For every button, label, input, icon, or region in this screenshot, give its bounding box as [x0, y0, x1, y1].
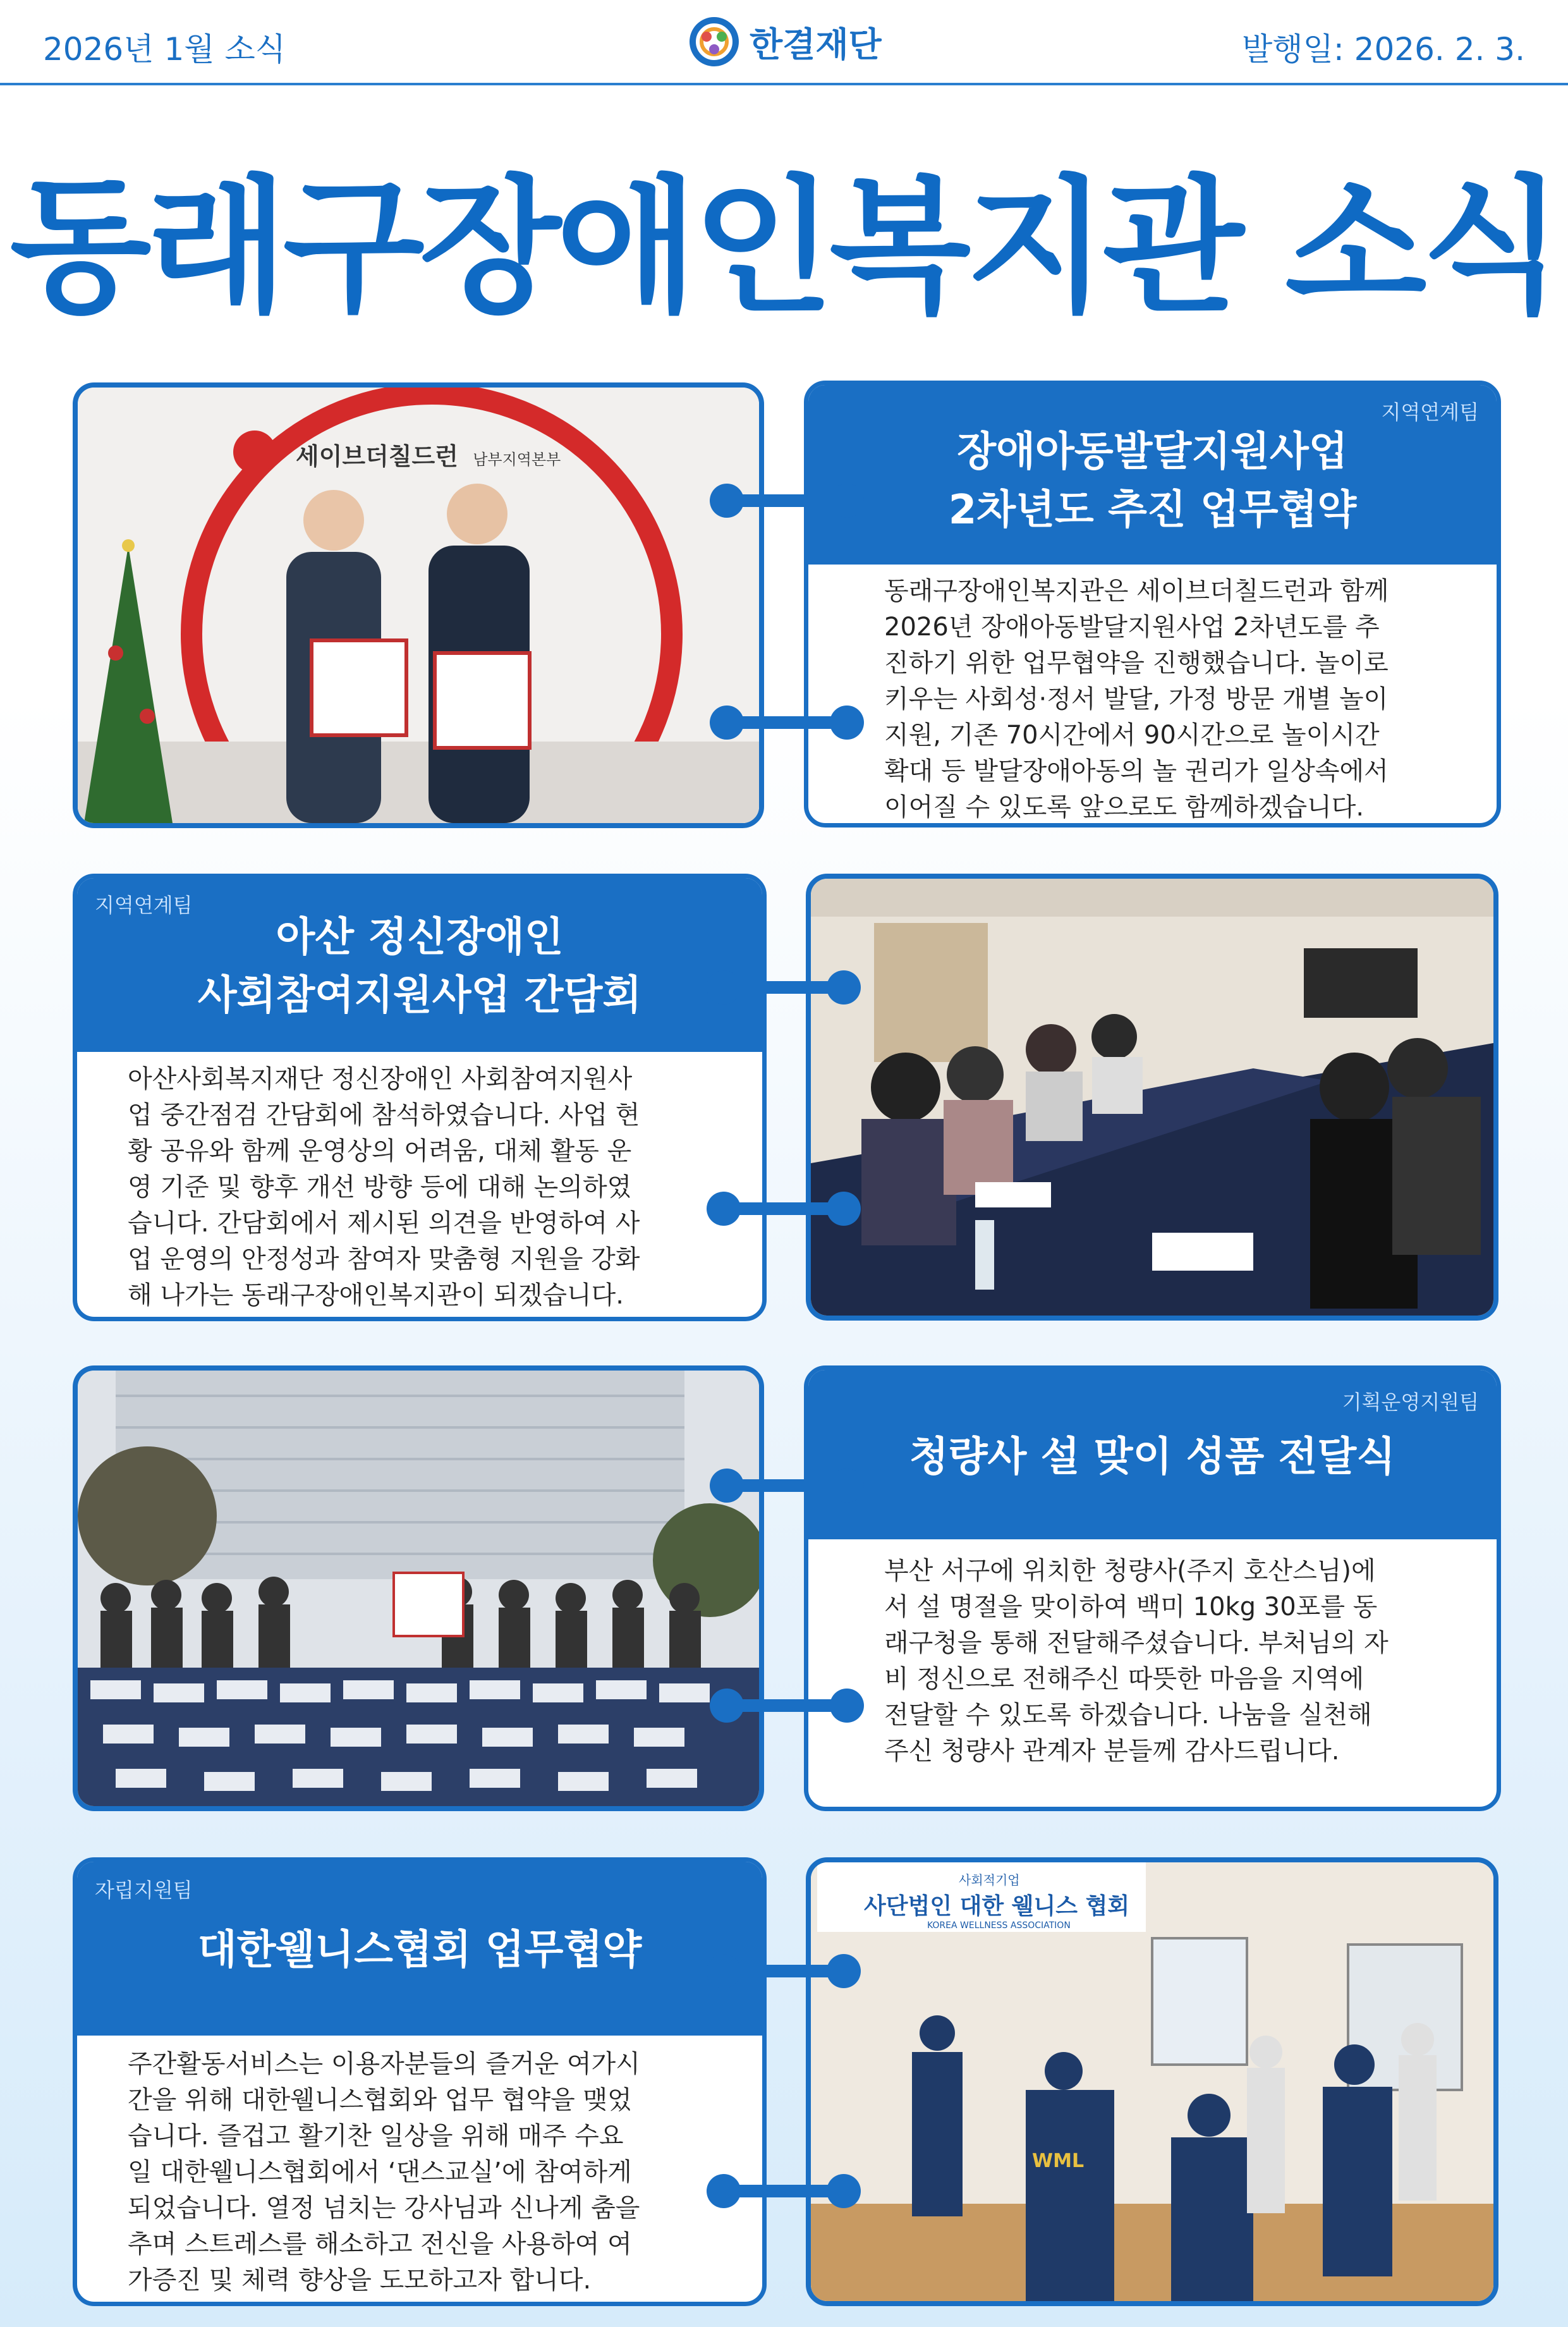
foundation-logo-icon — [688, 15, 741, 68]
article-3-photo — [73, 1365, 764, 1811]
sign-brand-text: 세이브더칠드런 남부지역본부 — [296, 443, 561, 470]
article-4-header — [77, 1862, 762, 2036]
article-4-photo — [806, 1857, 1498, 2306]
article-2-card — [73, 874, 767, 1321]
article-2-title-line1: 아산 정신장애인 — [276, 914, 564, 961]
article-1-photo — [73, 382, 764, 828]
issue-label: 2026년 1월 소식 — [43, 31, 286, 68]
article-2-body: 아산사회복지재단 정신장애인 사회참여지원사 업 중간점검 간담회에 참석하였습니다. 사업 현 황 공유와 함께 운영상의 어려움, 대체 활동 운 영 기준 및 향후 개선 방향 등에 대해 논의하였 습니다. 간담회에서 제시된 의견을 반영하여 사 업 운영의 안정성과 참여자 맞춤형 지원을 강화 해 나가는 동래구장애인복지관이 되겠습니다. — [128, 1065, 640, 1310]
connector-2b — [705, 1190, 863, 1228]
connector-1a — [708, 482, 866, 520]
publish-date: 발행일: 2026. 2. 3. — [1242, 31, 1525, 68]
connector-3a — [708, 1467, 866, 1505]
connector-4a — [705, 1952, 863, 1990]
article-4-body: 주간활동서비스는 이용자분들의 즐거운 여가시 간을 위해 대한웰니스협회와 업무 협약을 맺었 습니다. 즐겁고 활기찬 일상을 위해 매주 수요 일 대한웰니스협회에서 ‘댄스교실’에 참여하게 되었습니다. 열정 넘치는 강사님과 신나게 춤을 추며 스트레스를 해소하고 전신을 사용하여 여 가증진 및 체력 향상을 도모하고자 합니다. — [128, 2049, 640, 2295]
shirt-logo: WML — [1032, 2150, 1085, 2172]
header-bar — [0, 0, 1568, 85]
article-4-title-line1: 대한웰니스협회 업무협약 — [197, 1927, 642, 1974]
article-2-title-line2: 사회참여지원사업 간담회 — [197, 972, 642, 1019]
article-1-card — [804, 381, 1501, 828]
article-3-card — [804, 1365, 1501, 1811]
connector-2a — [705, 968, 863, 1006]
article-1-team: 지역연계팀 — [1381, 400, 1479, 424]
brand-logo — [688, 15, 882, 68]
meeting-room-illustration — [811, 879, 1493, 1316]
connector-4b — [705, 2172, 863, 2210]
article-1-title-line1: 장애아동발달지원사업 — [957, 429, 1348, 475]
article-4-card — [73, 1857, 767, 2306]
wellness-banner: 사회적기업 사단법인 대한 웰니스 협회 KOREA WELLNESS ASSOCIATION — [864, 1872, 1130, 1931]
article-2-team: 지역연계팀 — [95, 893, 193, 917]
connector-1b — [708, 704, 866, 742]
article-3-header — [808, 1370, 1497, 1539]
connector-3b — [708, 1687, 866, 1725]
page-title: 동래구장애인복지관 소식 — [9, 162, 1559, 333]
article-2-header — [77, 878, 762, 1052]
article-3-team: 기획운영지원팀 — [1342, 1390, 1479, 1414]
brand-name: 한결재단 — [750, 24, 882, 64]
article-3-body: 부산 서구에 위치한 청량사(주지 호산스님)에 서 설 명절을 맞이하여 백미 10kg 30포를 동 래구청을 통해 전달해주셨습니다. 부처님의 자 비 정신으로 전해주신 따뜻한 마음을 지역에 전달할 수 있도록 하겠습니다. 나눔을 실천해 주신 청량사 관계자 분들께 감사드립니다. — [884, 1556, 1389, 1766]
article-3-title-line1: 청량사 설 맞이 성품 전달식 — [909, 1434, 1396, 1481]
rice-donation-illustration — [78, 1371, 759, 1806]
article-1-header — [808, 385, 1497, 565]
article-4-team: 자립지원팀 — [95, 1878, 193, 1902]
article-1-title-line2: 2차년도 추진 업무협약 — [948, 487, 1357, 534]
article-1-body: 동래구장애인복지관은 세이브더칠드런과 함께 2026년 장애아동발달지원사업 2차년도를 추 진하기 위한 업무협약을 진행했습니다. 놀이로 키우는 사회성·정서 발달, 가정 방문 개별 놀이 지원, 기존 70시간에서 90시간으로 놀이시간 확대 등 발달장애아동의 놀 권리가 일상속에서 이어질 수 있도록 앞으로도 함께하겠습니다. — [884, 577, 1389, 822]
article-2-photo — [806, 874, 1498, 1321]
